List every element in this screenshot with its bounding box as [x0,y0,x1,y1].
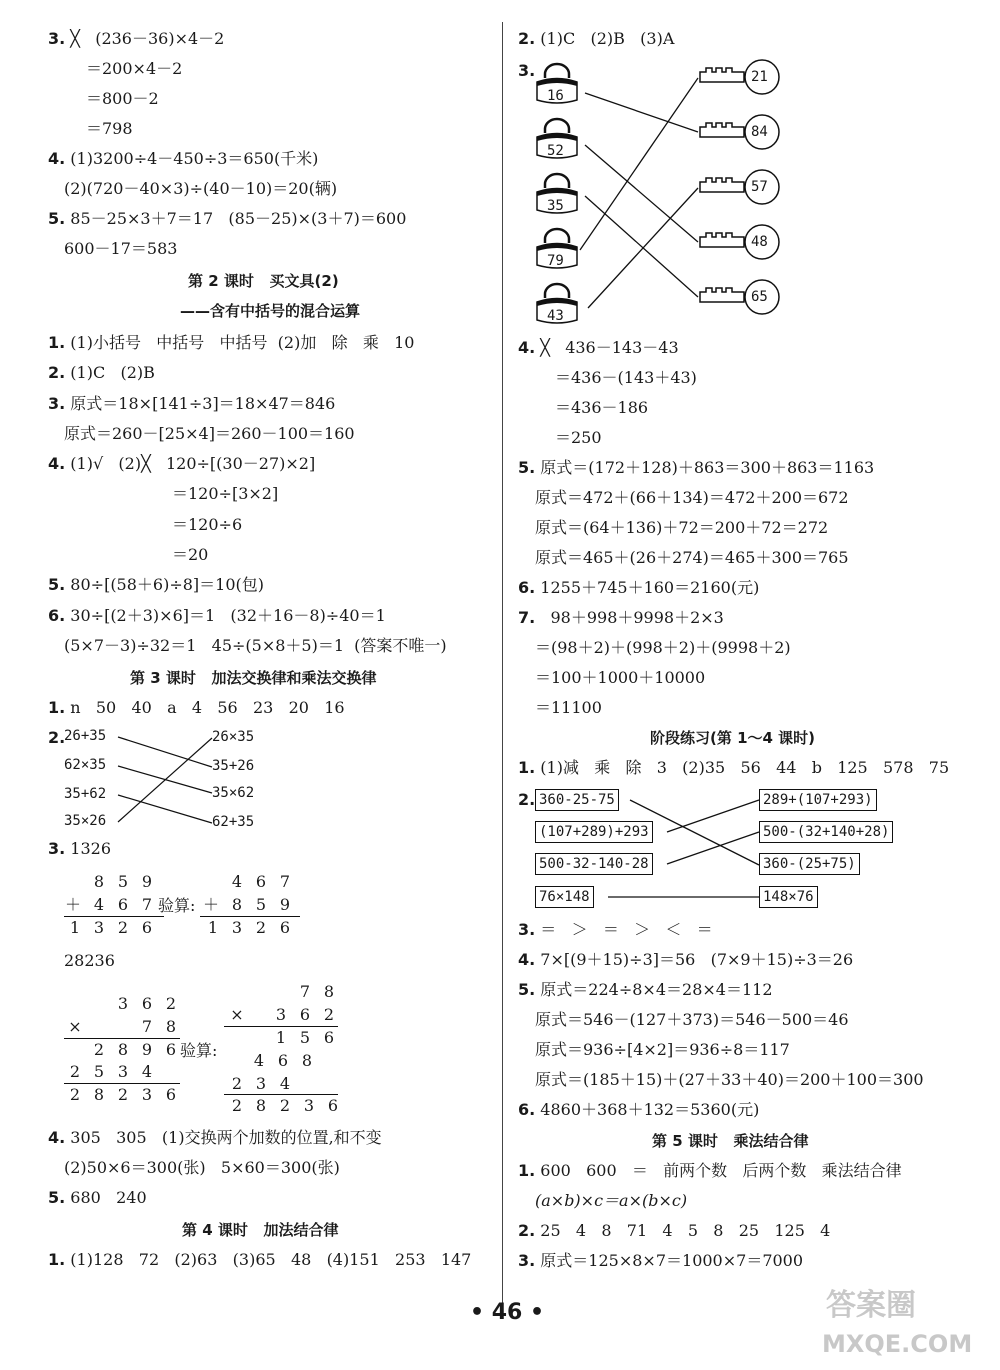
step-line: ＝800－2 [86,89,159,108]
step-line: ＝798 [86,119,133,138]
step-line: ＝(98＋2)＋(998＋2)＋(9998＋2) [535,638,791,657]
lesson-title: 第 4 课时 加法结合律 [182,1221,339,1239]
answer-line: (5×7－3)÷32＝1 45÷(5×8＋5)＝1 (答案不唯一) [64,636,447,655]
match-right-item: 62+35 [212,814,255,830]
answer-6: 6. 30÷[(2＋3)×6]＝1 (32＋16－8)÷40＝1 [48,606,386,625]
expression-box: 76×148 [535,886,594,908]
step-line: ＝436－186 [555,398,649,417]
answer-line: 原式＝260－[25×4]＝260－100＝160 [64,424,355,443]
answer-4: 4. (1)3200÷4－450÷3＝650(千米) [48,149,319,168]
step-line: ＝120÷[3×2] [172,484,279,503]
page-number: • 46 • [470,1300,545,1325]
answer-4: 4. 305 305 (1)交换两个加数的位置,和不变 [48,1128,382,1147]
bullet-dot: • [522,1300,545,1325]
check-label: 验算: [180,1041,218,1060]
answer-5: 5. 80÷[(58＋6)÷8]＝10(包) [48,575,265,594]
key-number: 84 [751,124,768,140]
answer-line: 原式＝936÷[4×2]＝936÷8＝117 [535,1040,790,1059]
answer-7: 7. 98＋998＋9998＋2×3 [518,608,724,627]
answer-3-label: 3. [518,61,536,80]
expression-box: 360-25-75 [535,789,619,811]
answer-line: 600－17＝583 [64,239,178,258]
answer-line: 原式＝546－(127＋373)＝546－500＝46 [535,1010,849,1029]
watermark-logo: 答案圈 [826,1288,916,1323]
check-label: 验算: [158,896,196,915]
lock-number: 79 [547,253,564,269]
lock-number: 16 [547,88,564,104]
answer-3: 3. 1326 [48,839,112,858]
answer-2-label: 2. [518,790,536,809]
answer-4: 4. (1)√ (2)╳ 120÷[(30－27)×2] [48,454,316,473]
match-right-item: 26×35 [212,729,255,745]
answer-line: 原式＝(64＋136)＋72＝200＋72＝272 [535,518,829,537]
answer-3: 3. ＝ ＞ ＝ ＞ ＜ ＝ [518,920,713,939]
answer-5: 5. 原式＝(172＋128)＋863＝300＋863＝1163 [518,458,875,477]
expression-box: 500-(32+140+28) [759,821,893,843]
answer-line: 原式＝465＋(26＋274)＝465＋300＝765 [535,548,849,567]
match-line [667,800,759,832]
lesson-title: 第 5 课时 乘法结合律 [652,1132,809,1150]
step-line: ＝11100 [535,698,602,717]
lesson-title: 第 3 课时 加法交换律和乘法交换律 [130,669,377,687]
answer-line: 原式＝472＋(66＋134)＝472＋200＝672 [535,488,849,507]
expression-box: (107+289)+293 [535,821,653,843]
match-right-item: 35+26 [212,758,255,774]
match-line [630,800,759,865]
answer-5: 5. 85－25×3＋7＝17 (85－25)×(3＋7)＝600 [48,209,407,228]
answer-6: 6. 1255＋745＋160＝2160(元) [518,578,760,597]
match-right-item: 35×62 [212,785,255,801]
match-left-item: 35×26 [64,813,107,829]
answer-2: 2. 25 4 8 71 4 5 8 25 125 4 [518,1221,831,1240]
step-line: ＝100＋1000＋10000 [535,668,706,687]
answer-4: 4. 7×[(9＋15)÷3]＝56 (7×9＋15)÷3＝26 [518,950,854,969]
answer-2: 2. (1)C (2)B (3)A [518,29,675,48]
expression-box: 360-(25+75) [759,853,860,875]
match-left-item: 35+62 [64,786,107,802]
answer-1: 1. (1)小括号 中括号 中括号 (2)加 除 乘 10 [48,333,415,352]
lesson-subtitle: ——含有中括号的混合运算 [180,302,361,320]
answer-6: 6. 4860＋368＋132＝5360(元) [518,1100,760,1119]
answer-1: 1. (1)减 乘 除 3 (2)35 56 44 b 125 578 75 [518,758,950,777]
lesson-title: 第 2 课时 买文具(2) [188,272,339,290]
key-number: 65 [751,289,768,305]
answer-1: 1. (1)128 72 (2)63 (3)65 48 (4)151 253 147 [48,1250,472,1269]
answer-2: 2. (1)C (2)B [48,363,155,382]
step-line: ＝250 [555,428,602,447]
answer-line: (2)(720－40×3)÷(40－10)＝20(辆) [64,179,338,198]
expression-box: 289+(107+293) [759,789,877,811]
answer-2-label: 2. [48,728,66,747]
match-line [667,832,759,864]
lock-number: 52 [547,143,564,159]
answer-line: 28236 [64,951,115,970]
lock-number: 35 [547,198,564,214]
answer-3: 3. ╳ (236－36)×4－2 [48,29,225,48]
key-number: 57 [751,179,768,195]
section-title: 阶段练习(第 1～4 课时) [650,729,816,747]
watermark-url: MXQE.COM [822,1330,973,1358]
answer-3: 3. 原式＝18×[141÷3]＝18×47＝846 [48,394,336,413]
formula-line: (a×b)×c＝a×(b×c) [535,1191,688,1210]
bullet-dot: • [470,1300,492,1325]
answer-line: (2)50×6＝300(张) 5×60＝300(张) [64,1158,340,1177]
match-left-item: 62×35 [64,757,107,773]
answer-5: 5. 原式＝224÷8×4＝28×4＝112 [518,980,773,999]
answer-1: 1. 600 600 ＝ 前两个数 后两个数 乘法结合律 [518,1161,902,1180]
answer-1: 1. n 50 40 a 4 56 23 20 16 [48,698,345,717]
step-line: ＝200×4－2 [86,59,183,78]
answer-4: 4. ╳ 436－143－43 [518,338,679,357]
answer-5: 5. 680 240 [48,1188,147,1207]
expression-box: 148×76 [759,886,818,908]
step-line: ＝436－(143＋43) [555,368,697,387]
key-number: 21 [751,69,768,85]
step-line: ＝20 [172,545,209,564]
lock-number: 43 [547,308,564,324]
answer-line: 原式＝(185＋15)＋(27＋33＋40)＝200＋100＝300 [535,1070,924,1089]
step-line: ＝120÷6 [172,515,243,534]
match-left-item: 26+35 [64,728,107,744]
expression-box: 500-32-140-28 [535,853,653,875]
answer-3: 3. 原式＝125×8×7＝1000×7＝7000 [518,1251,804,1270]
key-number: 48 [751,234,768,250]
